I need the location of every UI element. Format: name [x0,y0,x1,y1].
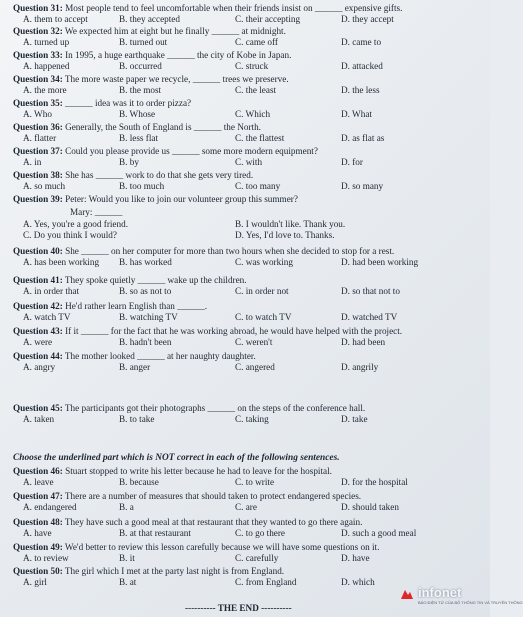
option-d[interactable]: D. had been [341,337,386,347]
question-number: Question 44: [13,351,63,361]
option-d[interactable]: D. take [341,414,368,424]
question-number: Question 43: [13,326,63,336]
option-c[interactable]: C. to write [235,477,275,487]
answer-options [23,257,485,268]
option-c[interactable]: C. from England [235,577,297,587]
option-d[interactable]: D. angrily [341,362,379,372]
question-49 [13,542,485,564]
option-a[interactable]: A. happened [23,61,70,71]
option-c[interactable]: C. too many [235,181,281,191]
option-c[interactable]: C. Which [235,109,271,119]
dialogue-mary: Mary: ______ [70,207,123,217]
option-b[interactable]: B. hadn't been [119,337,172,347]
option-d[interactable]: D. such a good meal [341,528,417,538]
the-end-label: ---------- THE END ---------- [185,603,292,613]
question-text: There are a number of measures that should taken to protect endangered species. [62,491,362,501]
answer-options [23,528,485,539]
question-number: Question 35: [13,98,63,108]
question-text: The mother looked ______ at her naughty daughter. [62,351,256,361]
answer-options [23,219,485,230]
question-text: Stuart stopped to write his letter because he had to leave for the hospital. [62,466,332,476]
question-33 [13,50,485,72]
option-a[interactable]: A. the more [23,85,67,95]
option-a[interactable]: A. leave [23,477,54,487]
infonet-logo-icon [400,588,414,600]
answer-options [23,181,485,192]
question-number: Question 46: [13,466,63,476]
question-number: Question 36: [13,122,63,132]
option-c[interactable]: C. taking [235,414,269,424]
option-d[interactable]: D. so that not to [341,286,400,296]
option-c[interactable]: C. carefully [235,553,279,563]
option-b[interactable]: B. anger [119,362,151,372]
option-b[interactable]: B. the most [119,85,162,95]
answer-options [23,414,485,425]
answer-options [23,109,485,120]
option-b[interactable]: B. a [119,502,134,512]
question-48 [13,517,485,539]
answer-options [23,61,485,72]
option-d[interactable]: D. so many [341,181,384,191]
option-a[interactable]: A. so much [23,181,66,191]
option-d[interactable]: D. for the hospital [341,477,408,487]
option-c[interactable]: C. weren't [235,337,273,347]
option-a[interactable]: A. to review [23,553,69,563]
option-a[interactable]: A. them to accept [23,14,88,24]
answer-options [23,362,485,373]
question-number: Question 49: [13,542,63,552]
question-number: Question 34: [13,74,63,84]
option-b[interactable]: B. occurred [119,61,162,71]
question-number: Question 32: [13,26,63,36]
option-c[interactable]: C. their accepting [235,14,301,24]
answer-options [23,85,485,96]
option-c[interactable]: C. was working [235,257,293,267]
option-b[interactable]: B. they accepted [119,14,180,24]
answer-options [23,577,485,588]
question-text: She has ______ work to do that she gets very tired. [62,170,254,180]
option-b[interactable]: B. by [119,157,139,167]
option-b[interactable]: B. has worked [119,257,172,267]
option-a[interactable]: A. watch TV [23,312,71,322]
question-text: Could you please provide us ______ some more modern equipment? [62,146,318,156]
option-b[interactable]: B. it [119,553,135,563]
answer-options [23,133,485,144]
question-39 [13,194,298,205]
option-c[interactable]: C. in order not [235,286,289,296]
option-a[interactable]: A. angry [23,362,56,372]
answer-options [23,37,485,48]
option-b[interactable]: B. at [119,577,137,587]
option-d[interactable]: D. watched TV [341,312,398,322]
question-41 [13,275,485,297]
question-text: We'd better to review this lesson carefully because we will have some questions on it. [62,542,380,552]
question-text: He'd rather learn English than ______. [62,301,208,311]
option-d[interactable]: D. they accept [341,14,394,24]
question-46 [13,466,485,488]
answer-options [23,337,485,348]
question-number: Question 31: [13,3,63,13]
option-b[interactable]: B. Whose [119,109,156,119]
option-d[interactable]: D. Yes, I'd love to. Thanks. [235,230,335,240]
option-c[interactable]: C. struck [235,61,269,71]
question-number: Question 50: [13,566,63,576]
question-text: The more waste paper we recycle, ______ trees we preserve. [62,74,289,84]
question-40 [13,246,485,268]
option-d[interactable]: D. for [341,157,363,167]
option-b[interactable]: B. at that restaurant [119,528,191,538]
question-35 [13,98,485,120]
question-number: Question 47: [13,491,63,501]
answer-options [23,553,485,564]
question-44 [13,351,485,373]
option-a[interactable]: A. flatter [23,133,57,143]
question-47 [13,491,485,513]
option-a[interactable]: A. in order that [23,286,80,296]
question-38 [13,170,485,192]
option-d[interactable]: D. attacked [341,61,383,71]
option-b[interactable]: B. watching TV [119,312,178,322]
question-text: They have such a good meal at that restaurant that they wanted to go there again. [62,517,363,527]
question-42 [13,301,485,323]
question-text: Generally, the South of England is ______ the North. [62,122,261,132]
question-text: They spoke quietly ______ wake up the children. [62,275,247,285]
option-a[interactable]: A. in [23,157,42,167]
option-c[interactable]: C. the flattest [235,133,285,143]
answer-options [23,502,485,513]
option-c[interactable]: C. are [235,502,257,512]
option-d[interactable]: D. came to [341,37,382,47]
question-37 [13,146,485,168]
question-43 [13,326,485,348]
question-number: Question 40: [13,246,63,256]
answer-options [23,230,485,241]
option-a[interactable]: A. has been working [23,257,100,267]
question-number: Question 41: [13,275,63,285]
option-b[interactable]: B. to take [119,414,155,424]
question-32 [13,26,485,48]
option-a[interactable]: A. have [23,528,52,538]
logo-text: infonet [418,585,462,600]
option-c[interactable]: C. angered [235,362,275,372]
answer-options [23,312,485,323]
question-text: Peter: Would you like to join our volunteer group this summer? [62,194,298,204]
option-c[interactable]: C. came off [235,37,278,47]
answer-options [23,477,485,488]
option-b[interactable]: B. I wouldn't like. Thank you. [235,219,346,229]
question-number: Question 48: [13,517,63,527]
option-c[interactable]: C. Do you think I would? [23,230,117,240]
question-31 [13,3,485,25]
answer-options [23,14,485,25]
answer-options [23,157,485,168]
question-number: Question 42: [13,301,63,311]
option-a[interactable]: A. girl [23,577,47,587]
option-d[interactable]: D. which [341,577,375,587]
question-text: Most people tend to feel uncomfortable when their friends insist on ______ expensive gifts. [62,3,403,13]
section-instruction: Choose the underlined part which is NOT correct in each of the following sentences. [13,453,340,463]
option-d[interactable]: D. What [341,109,372,119]
question-34 [13,74,485,96]
question-number: Question 38: [13,170,63,180]
option-b[interactable]: B. so as not to [119,286,172,296]
question-text: In 1995, a huge earthquake ______ the city of Kobe in Japan. [62,50,292,60]
option-c[interactable]: C. the least [235,85,277,95]
question-number: Question 45: [13,403,63,413]
option-b[interactable]: B. because [119,477,159,487]
option-a[interactable]: A. were [23,337,53,347]
option-b[interactable]: B. too much [119,181,165,191]
question-text: ______ idea was it to order pizza? [62,98,192,108]
option-a[interactable]: A. Who [23,109,52,119]
question-50 [13,566,485,588]
question-45 [13,403,485,425]
option-c[interactable]: C. to watch TV [235,312,292,322]
option-d[interactable]: D. have [341,553,370,563]
option-a[interactable]: A. Yes, you're a good friend. [23,219,128,229]
option-a[interactable]: A. endangered [23,502,77,512]
question-number: Question 39: [13,194,63,204]
question-text: If it ______ for the fact that he was working abroad, he would have helped with the project. [62,326,403,336]
option-b[interactable]: B. turned out [119,37,168,47]
question-text: The participants got their photographs ______ on the steps of the conference hall. [62,403,366,413]
option-b[interactable]: B. less flat [119,133,159,143]
option-a[interactable]: A. turned up [23,37,70,47]
option-d[interactable]: D. the less [341,85,380,95]
question-text: We expected him at eight but he finally ______ at midnight. [62,26,286,36]
option-c[interactable]: C. to go there [235,528,286,538]
option-d[interactable]: D. had been working [341,257,419,267]
question-text: The girl which I met at the party last night is from England. [62,566,285,576]
option-a[interactable]: A. taken [23,414,55,424]
question-36 [13,122,485,144]
option-c[interactable]: C. with [235,157,263,167]
option-d[interactable]: D. should taken [341,502,399,512]
question-text: She ______ on her computer for more than two hours when she decided to stop for a rest. [62,246,395,256]
question-number: Question 33: [13,50,63,60]
option-d[interactable]: D. as flat as [341,133,385,143]
logo-subtitle: BÁO ĐIỆN TỬ CỦA BỘ THÔNG TIN VÀ TRUYỀN THÔNG [418,600,523,605]
question-number: Question 37: [13,146,63,156]
answer-options [23,286,485,297]
